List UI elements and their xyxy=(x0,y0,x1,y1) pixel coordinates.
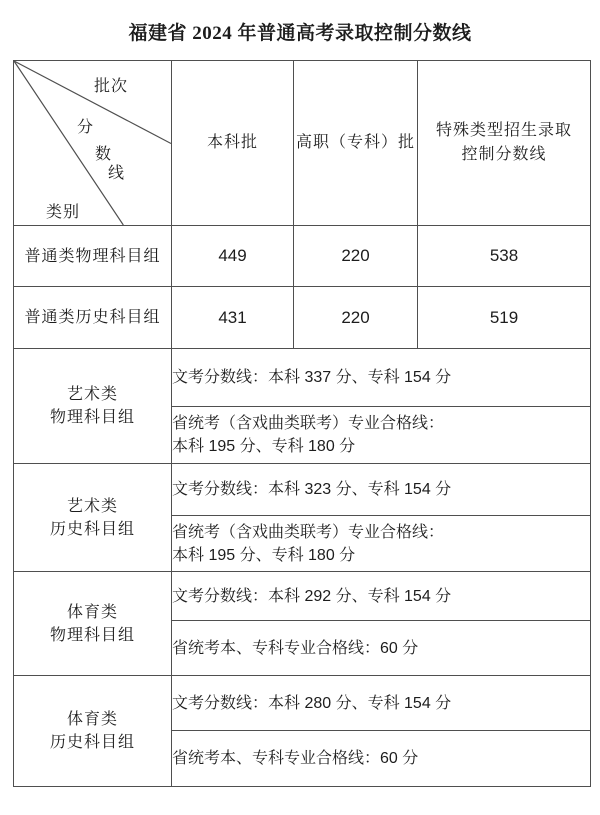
detail-cell-sports-physics-exam: 文考分数线：本科 292 分、专科 154 分 xyxy=(172,572,591,621)
column-header-special-line2: 控制分数线 xyxy=(461,146,547,163)
table-row-art-physics-a xyxy=(14,349,591,407)
table-row-regular-history xyxy=(14,287,591,349)
score-cell-regular-physics-gaozhi: 220 xyxy=(294,226,418,287)
row-label-line1: 体育类 xyxy=(66,711,118,728)
detail-cell-art-history-provincial xyxy=(172,516,591,572)
table-row-regular-physics xyxy=(14,226,591,287)
score-cell-regular-history-gaozhi: 220 xyxy=(294,287,418,349)
column-header-gaozhi: 高职（专科）批 xyxy=(294,61,418,226)
column-header-benke: 本科批 xyxy=(172,61,294,226)
diagonal-divider-lines xyxy=(14,61,171,225)
corner-label-score-char-1: 分 xyxy=(77,119,95,136)
table-row-sports-history-a xyxy=(14,676,591,731)
row-label-regular-physics: 普通类物理科目组 xyxy=(14,226,172,287)
score-cell-regular-physics-special: 538 xyxy=(418,226,591,287)
row-label-line2: 物理科目组 xyxy=(49,409,135,426)
row-label-line2: 历史科目组 xyxy=(49,734,135,751)
column-header-special xyxy=(418,61,591,226)
corner-label-batch: 批次 xyxy=(94,78,129,95)
table-row-art-history-a xyxy=(14,464,591,516)
detail-line2: 本科 195 分、专科 180 分 xyxy=(172,438,356,455)
detail-line2: 本科 195 分、专科 180 分 xyxy=(172,546,356,564)
corner-label-category: 类别 xyxy=(46,204,81,221)
table-row-sports-physics-a xyxy=(14,572,591,621)
row-label-art-physics xyxy=(14,349,172,464)
score-cell-regular-history-special: 519 xyxy=(418,287,591,349)
score-cell-regular-history-benke: 431 xyxy=(172,287,294,349)
row-label-line2: 历史科目组 xyxy=(49,520,135,538)
row-label-line2: 物理科目组 xyxy=(49,626,135,644)
detail-cell-art-history-exam: 文考分数线：本科 323 分、专科 154 分 xyxy=(172,464,591,516)
detail-cell-sports-history-provincial xyxy=(172,731,591,787)
row-label-regular-history: 普通类历史科目组 xyxy=(14,287,172,349)
detail-cell-art-physics-exam: 文考分数线：本科 337 分、专科 154 分 xyxy=(172,349,591,407)
row-label-line1: 艺术类 xyxy=(66,386,118,403)
row-label-line1: 艺术类 xyxy=(66,497,118,515)
page-title: 福建省 2024 年普通高考录取控制分数线 xyxy=(128,23,472,44)
row-label-sports-history xyxy=(14,676,172,787)
header-row xyxy=(14,61,591,226)
corner-label-score-char-3: 线 xyxy=(108,165,126,182)
row-label-art-history xyxy=(14,464,172,572)
detail-cell-sports-physics-provincial xyxy=(172,621,591,676)
corner-cell xyxy=(14,61,172,226)
corner-label-score-char-2: 数 xyxy=(95,146,113,163)
detail-line1: 省统考本、专科专业合格线：60 分 xyxy=(172,639,419,657)
row-label-line1: 体育类 xyxy=(66,603,118,621)
detail-line1: 省统考本、专科专业合格线：60 分 xyxy=(172,750,419,767)
score-cell-regular-physics-benke: 449 xyxy=(172,226,294,287)
score-table xyxy=(13,60,591,787)
detail-cell-art-physics-provincial xyxy=(172,407,591,464)
row-label-sports-physics xyxy=(14,572,172,676)
detail-cell-sports-history-exam: 文考分数线：本科 280 分、专科 154 分 xyxy=(172,676,591,731)
detail-line1: 省统考（含戏曲类联考）专业合格线： xyxy=(172,523,445,541)
detail-line1: 省统考（含戏曲类联考）专业合格线： xyxy=(172,415,445,432)
column-header-special-line1: 特殊类型招生录取 xyxy=(435,122,572,139)
